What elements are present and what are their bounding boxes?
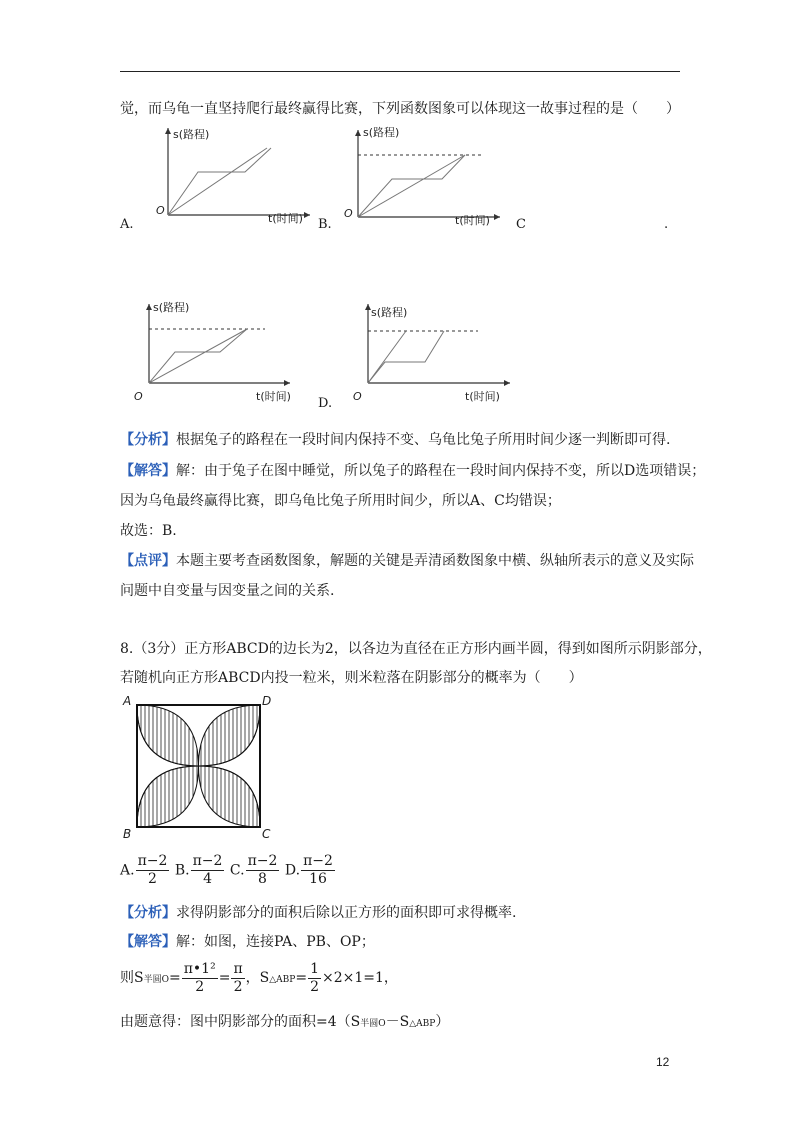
corner-a: A (123, 694, 132, 708)
calc-sub-triangle: △ABP (269, 975, 296, 985)
graph-a-ylabel: s(路程) (173, 128, 210, 141)
q8-option-b-label: B. (174, 862, 190, 879)
square-figure (120, 693, 280, 847)
final-sub-triangle: △ABP (409, 1019, 436, 1029)
graph-b (330, 124, 505, 238)
answer-text: 解：由于兔子在图中睡觉，所以兔子的路程在一段时间内保持不变，所以D选项错误； (176, 463, 706, 479)
comment-text: 本题主要考查函数图象，解题的关键是弄清函数图象中横、纵轴所表示的意义及实际 (176, 553, 694, 569)
final-end: ） (435, 1014, 450, 1030)
graph-a-origin: O (156, 204, 165, 217)
option-a-label: A. (120, 217, 134, 232)
graph-c-ylabel: s(路程) (153, 301, 190, 314)
q8-analysis-tag: 【分析】 (120, 905, 176, 921)
q8-stem-line-2: 若随机向正方形ABCD内投一粒米，则米粒落在阴影部分的概率为（ ） (120, 670, 583, 686)
graph-b-xlabel: t(时间) (455, 214, 490, 227)
trailing-dot: . (664, 217, 669, 232)
q7-analysis (120, 430, 670, 450)
option-d-label: D. (318, 396, 333, 411)
q8-answer-text: 解：如图，连接PA、PB、OP； (176, 934, 375, 950)
q8-option-d-fraction: $\frac{\pi-2}{16}$ (303, 853, 333, 887)
graph-a-xlabel: t(时间) (268, 212, 303, 225)
corner-b: B (123, 827, 132, 841)
calc-frac-2: $\frac{\pi}{2}$ (233, 960, 243, 995)
graph-d-origin: O (353, 390, 362, 403)
q7-comment-line-1 (120, 551, 694, 571)
header-rule (120, 71, 680, 72)
q8-analysis-text: 求得阴影部分的面积后除以正方形的面积即可求得概率. (176, 905, 517, 921)
final-prefix: 由题意得：图中阴影部分的面积=4（S (120, 1014, 361, 1030)
q7-comment-line-2: 问题中自变量与因变量之间的关系. (120, 583, 335, 599)
q7-stem-tail: 觉，而乌龟一直坚持爬行最终赢得比赛，下列函数图象可以体现这一故事过程的是（ ） (120, 101, 680, 117)
q8-option-c-fraction: $\frac{\pi-2}{8}$ (247, 853, 278, 887)
corner-c: C (262, 827, 271, 841)
q8-option-a-label: A. (120, 862, 135, 879)
calc-eq-1: = (168, 970, 181, 986)
option-b-label: B. (318, 217, 332, 232)
q7-answer-line-1 (120, 461, 705, 481)
q8-option-c-label: C. (229, 862, 245, 879)
q8-option-b-fraction: $\frac{\pi-2}{4}$ (192, 853, 223, 887)
final-sub-semicircle: 半圆O (360, 1019, 386, 1029)
comment-tag: 【点评】 (120, 553, 176, 569)
calc-eq-2: = (218, 970, 231, 986)
graph-c (120, 300, 300, 414)
analysis-tag: 【分析】 (120, 432, 176, 448)
answer-tag: 【解答】 (120, 463, 176, 479)
q8-option-d-label: D. (284, 862, 301, 879)
calc-s2: ，S (245, 970, 270, 986)
graph-c-xlabel: t(时间) (256, 390, 291, 403)
graph-d-ylabel: s(路程) (371, 306, 408, 319)
graph-d-xlabel: t(时间) (465, 390, 500, 403)
graph-d (345, 300, 525, 414)
graph-c-origin: O (134, 390, 143, 403)
q8-stem-line-1: 8.（3分）正方形ABCD的边长为2，以各边为直径在正方形内画半圆，得到如图所示阴影部分， (120, 641, 712, 657)
graph-a (140, 122, 315, 236)
option-c-label: C (516, 217, 526, 232)
calc-sub-semicircle: 半圆O (143, 975, 169, 985)
graph-b-origin: O (344, 207, 353, 220)
q7-answer-line-3: 故选：B. (120, 523, 177, 539)
page-number: 12 (656, 1055, 670, 1069)
q7-answer-line-2: 因为乌龟最终赢得比赛，即乌龟比兔子所用时间少，所以A、C均错误； (120, 493, 561, 509)
graph-b-ylabel: s(路程) (363, 126, 400, 139)
calc-frac-3: $\frac{1}{2}$ (310, 960, 319, 995)
q8-final-line (120, 1012, 449, 1034)
calc-tail: ×2×1=1， (321, 970, 398, 986)
analysis-text: 根据兔子的路程在一段时间内保持不变、乌龟比兔子所用时间少逐一判断即可得. (176, 432, 671, 448)
q8-option-a-fraction: $\frac{\pi-2}{2}$ (137, 853, 168, 887)
q8-answer-line-1 (120, 932, 375, 952)
q8-answer-tag: 【解答】 (120, 934, 176, 950)
q8-options (120, 853, 336, 888)
q8-analysis (120, 903, 516, 923)
calc-eq-3: = (295, 970, 308, 986)
final-mid: －S (385, 1014, 410, 1030)
q8-calc-line (120, 958, 398, 1000)
calc-frac-1: $\frac{\text{π•1²}}{2}$ (183, 960, 216, 995)
calc-prefix: 则S (120, 970, 144, 986)
corner-d: D (262, 694, 272, 708)
